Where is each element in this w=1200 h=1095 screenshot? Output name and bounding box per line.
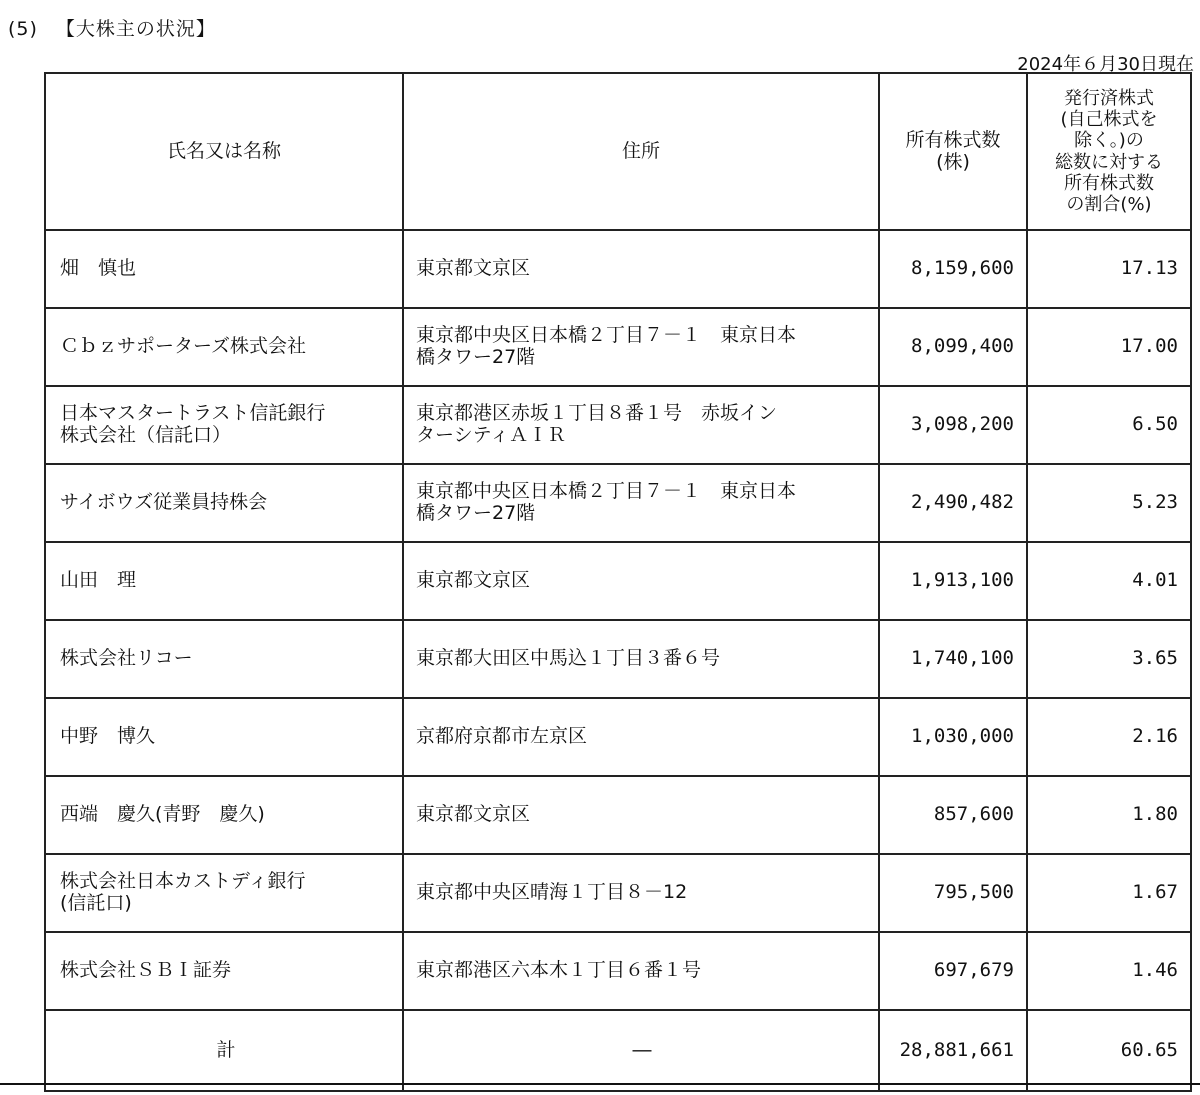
section-number: (5)	[8, 18, 38, 40]
table-row	[45, 308, 1191, 386]
holder-address: 東京都大田区中馬込１丁目３番６号	[403, 620, 879, 698]
holder-name: Ｃｂｚサポーターズ株式会社	[45, 308, 403, 386]
page-bottom-rule	[0, 1083, 1200, 1085]
holder-name: 株式会社リコー	[45, 620, 403, 698]
holder-name: 中野 博久	[45, 698, 403, 776]
table-row	[45, 230, 1191, 308]
holder-name: 日本マスタートラスト信託銀行 株式会社（信託口）	[45, 386, 403, 464]
table-row	[45, 776, 1191, 854]
total-label: 計	[45, 1010, 403, 1091]
holder-name: 株式会社日本カストディ銀行 (信託口)	[45, 854, 403, 932]
total-shares: 28,881,661	[879, 1010, 1027, 1091]
header-shares: 所有株式数 (株)	[879, 73, 1027, 230]
holder-address: 東京都中央区晴海１丁目８－12	[403, 854, 879, 932]
total-ratio: 60.65	[1027, 1010, 1191, 1091]
holder-ratio: 6.50	[1027, 386, 1191, 464]
holder-ratio: 17.13	[1027, 230, 1191, 308]
holder-address: 東京都文京区	[403, 776, 879, 854]
holder-shares: 1,030,000	[879, 698, 1027, 776]
holder-shares: 2,490,482	[879, 464, 1027, 542]
holder-address: 東京都中央区日本橋２丁目７－１ 東京日本 橋タワー27階	[403, 308, 879, 386]
table-row	[45, 854, 1191, 932]
holder-address: 東京都港区六本木１丁目６番１号	[403, 932, 879, 1010]
section-title	[8, 14, 216, 41]
holder-ratio: 2.16	[1027, 698, 1191, 776]
holder-shares: 8,159,600	[879, 230, 1027, 308]
holder-address: 東京都港区赤坂１丁目８番１号 赤坂イン ターシティＡＩＲ	[403, 386, 879, 464]
table-row	[45, 542, 1191, 620]
table-row	[45, 620, 1191, 698]
section-heading: 【大株主の状況】	[55, 18, 216, 40]
table-header-row	[45, 73, 1191, 230]
holder-shares: 1,913,100	[879, 542, 1027, 620]
holder-shares: 3,098,200	[879, 386, 1027, 464]
holder-shares: 857,600	[879, 776, 1027, 854]
holder-ratio: 1.46	[1027, 932, 1191, 1010]
holder-address: 京都府京都市左京区	[403, 698, 879, 776]
header-ratio: 発行済株式 (自己株式を 除く。)の 総数に対する 所有株式数 の割合(%)	[1027, 73, 1191, 230]
holder-address: 東京都文京区	[403, 230, 879, 308]
holder-name: 西端 慶久(青野 慶久)	[45, 776, 403, 854]
header-name: 氏名又は名称	[45, 73, 403, 230]
table-row	[45, 932, 1191, 1010]
holder-name: 株式会社ＳＢＩ証券	[45, 932, 403, 1010]
header-address: 住所	[403, 73, 879, 230]
holder-ratio: 17.00	[1027, 308, 1191, 386]
holder-address: 東京都中央区日本橋２丁目７－１ 東京日本 橋タワー27階	[403, 464, 879, 542]
holder-name: サイボウズ従業員持株会	[45, 464, 403, 542]
holder-ratio: 3.65	[1027, 620, 1191, 698]
holder-ratio: 1.67	[1027, 854, 1191, 932]
holder-name: 畑 慎也	[45, 230, 403, 308]
as-of-date: 2024年６月30日現在	[1017, 54, 1194, 75]
table-row	[45, 464, 1191, 542]
holder-shares: 697,679	[879, 932, 1027, 1010]
major-shareholders-table	[44, 72, 1192, 1092]
holder-ratio: 1.80	[1027, 776, 1191, 854]
table-row	[45, 698, 1191, 776]
holder-shares: 795,500	[879, 854, 1027, 932]
total-address: ―	[403, 1010, 879, 1091]
holder-address: 東京都文京区	[403, 542, 879, 620]
holder-ratio: 4.01	[1027, 542, 1191, 620]
holder-name: 山田 理	[45, 542, 403, 620]
table-row	[45, 386, 1191, 464]
holder-shares: 1,740,100	[879, 620, 1027, 698]
holder-ratio: 5.23	[1027, 464, 1191, 542]
holder-shares: 8,099,400	[879, 308, 1027, 386]
total-row	[45, 1010, 1191, 1091]
